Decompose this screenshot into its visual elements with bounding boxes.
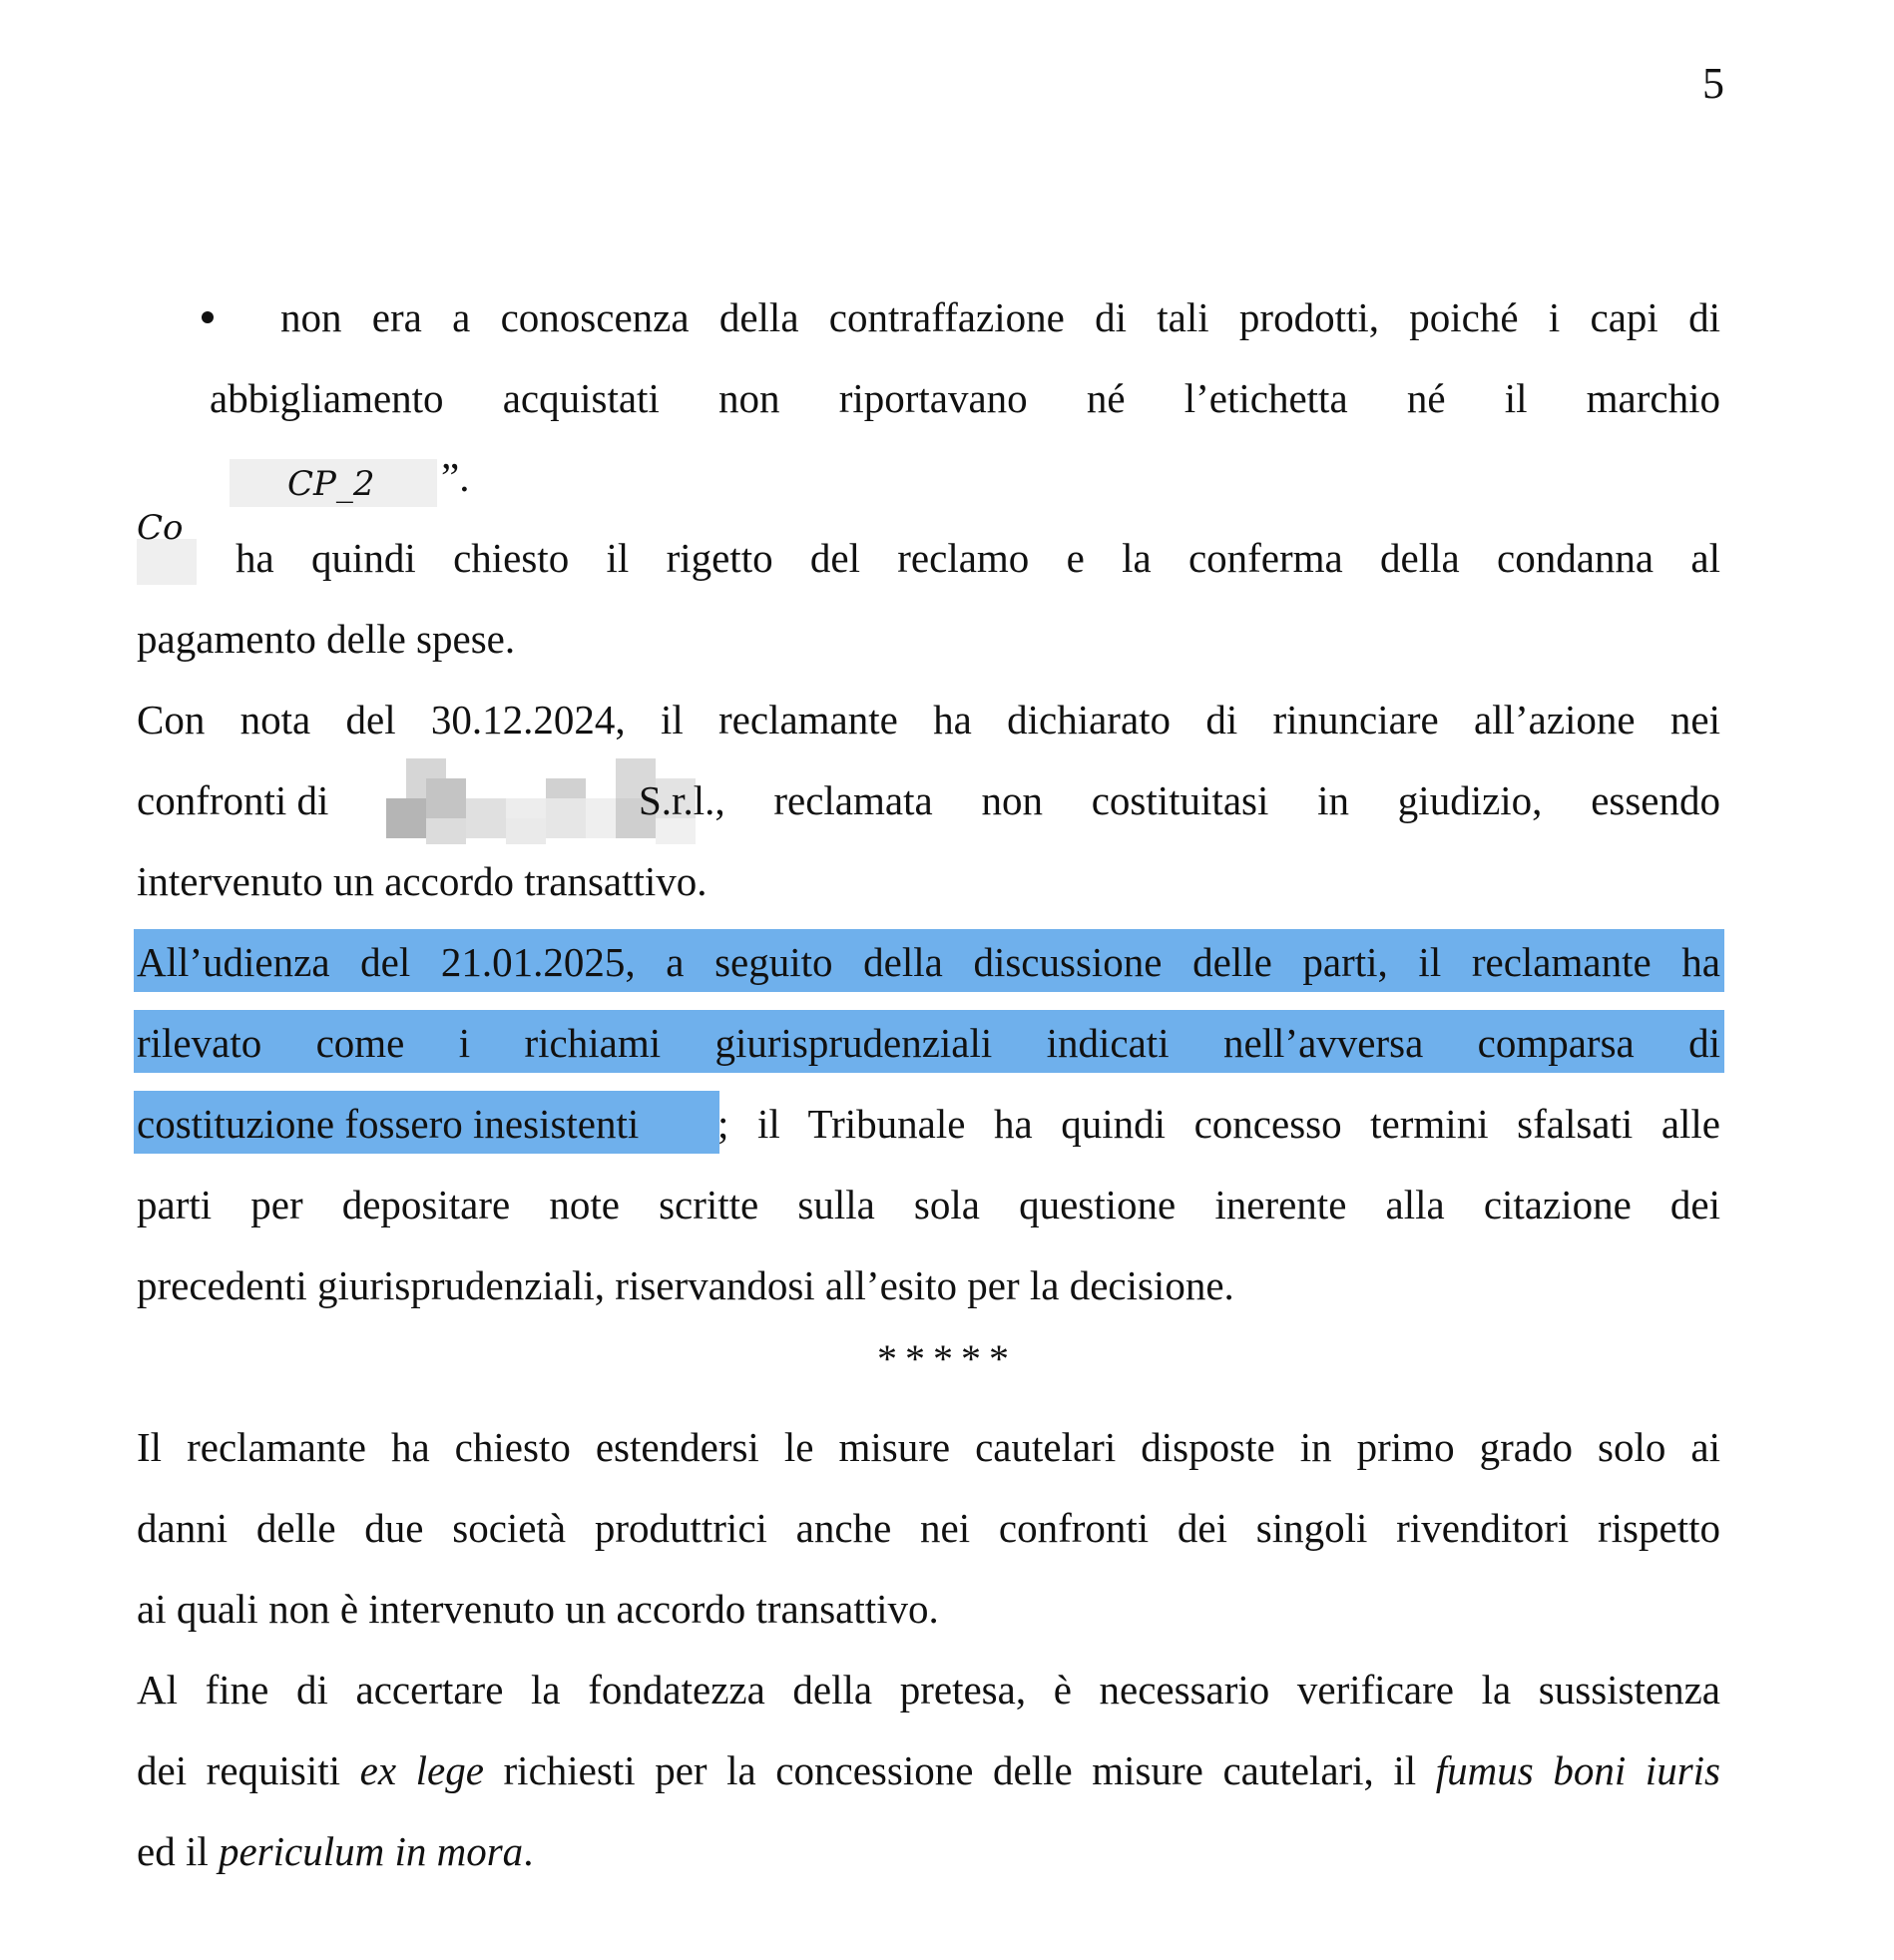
para2-line-2-head: confronti di [137,777,329,823]
para3-line-1: All’udienza del 21.01.2025, a seguito della discussione delle parti, il reclamante ha [137,939,1720,985]
para3-highlighted-text: costituzione fossero inesistenti [137,1101,640,1147]
page-number: 5 [1702,59,1724,108]
para4-line-2: danni delle due società produttrici anche nei confronti dei singoli rivenditori rispetto [137,1505,1720,1551]
para2-line-1: Con nota del 30.12.2024, il reclamante ha dichiarato di rinunciare all’azione nei [137,697,1720,742]
para3-line-5: precedenti giurisprudenziali, riservandosi all’esito per la decisione. [137,1262,1234,1308]
para2-line-3: intervenuto un accordo transattivo. [137,858,708,904]
para3-line-3-rest: ; il Tribunale ha quindi concesso termini sfalsati alle [717,1101,1720,1147]
bullet-line-2: abbigliamento acquistati non riportavano né l’etichetta né il marchio [210,375,1720,421]
latin-term: fumus boni iuris [1435,1747,1721,1793]
redaction-code: CP_2 [287,464,375,504]
closing-quote: ”. [441,454,470,500]
para2-line-2-tail: S.r.l., reclamata non costituitasi in giudizio, essendo [639,777,1720,823]
bullet-dot-icon [202,311,214,323]
latin-term: ex lege [359,1747,484,1793]
para5-line-1: Al fine di accertare la fondatezza della pretesa, è necessario verificare la sussistenza [137,1667,1720,1713]
section-separator: ***** [877,1336,1017,1381]
bullet-line-1: non era a conoscenza della contraffazione di tali prodotti, poiché i capi di [280,294,1720,340]
para3-line-2: rilevato come i richiami giurisprudenziali indicati nell’avversa comparsa di [137,1020,1720,1066]
para4-line-1: Il reclamante ha chiesto estendersi le misure cautelari disposte in primo grado solo ai [137,1424,1720,1470]
para1-line-2: pagamento delle spese. [137,616,516,662]
para4-line-3: ai quali non è intervenuto un accordo transattivo. [137,1586,939,1632]
para3-line-4: parti per depositare note scritte sulla sola questione inerente alla citazione dei [137,1182,1720,1227]
para5-line-3: ed il periculum in mora. [137,1828,534,1874]
redaction-code: Co [137,508,184,548]
para1-line-1: ha quindi chiesto il rigetto del reclamo e la conferma della condanna al [236,535,1720,581]
para5-line-2: dei requisiti ex lege richiesti per la concessione delle misure cautelari, il fumus boni iuris [137,1747,1721,1793]
latin-term: periculum in mora [218,1828,524,1874]
